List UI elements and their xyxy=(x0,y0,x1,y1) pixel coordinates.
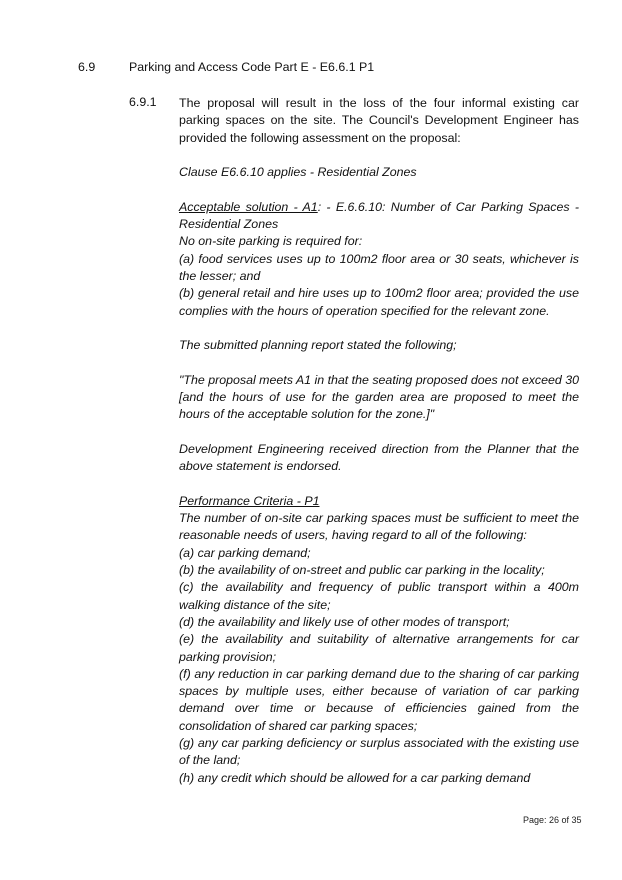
intro-paragraph: The proposal will result in the loss of the four informal existing car parking spaces on the site. The Council's Development Engineer has provided the following assessment on the proposal: xyxy=(179,96,579,145)
acceptable-line: (a) food services uses up to 100m2 floor area or 30 seats, whichever is the lesser; and xyxy=(179,251,579,283)
section-number: 6.9 xyxy=(78,60,96,74)
acceptable-heading-label: Acceptable solution - A1 xyxy=(179,199,318,214)
subsection-body xyxy=(179,95,579,787)
performance-line: (g) any car parking deficiency or surplus associated with the existing use of the land; xyxy=(179,735,579,768)
clause-line: Clause E6.6.10 applies - Residential Zones xyxy=(179,165,417,180)
performance-line: (f) any reduction in car parking demand due to the sharing of car parking spaces by multiple uses, either because of variation of car parking demand over time or because of efficiencies gained from the consolidation of shared car parking spaces; xyxy=(179,666,579,733)
performance-line: (e) the availability and suitability of alternative arrangements for car parking provision; xyxy=(179,632,579,664)
acceptable-solution-block xyxy=(179,199,579,320)
performance-heading: Performance Criteria - P1 xyxy=(179,493,320,508)
acceptable-heading-rest: : - E.6.6.10: Number of Car Parking Spaces - Residential Zones xyxy=(179,199,579,232)
acceptable-line: (b) general retail and hire uses up to 100m2 floor area; provided the use complies with the hours of operation specified for the relevant zone. xyxy=(179,286,579,318)
report-intro: The submitted planning report stated the following; xyxy=(179,338,457,353)
page-number: Page: 26 of 35 xyxy=(523,815,582,825)
performance-line: (b) the availability of on-street and public car parking in the locality; xyxy=(179,563,545,578)
engineering-note: Development Engineering received direction from the Planner that the above statement is endorsed. xyxy=(179,441,579,474)
performance-line: (h) any credit which should be allowed for a car parking demand xyxy=(179,770,531,785)
performance-line: (d) the availability and likely use of other modes of transport; xyxy=(179,614,510,629)
performance-criteria-block xyxy=(179,493,579,787)
report-quote: "The proposal meets A1 in that the seating proposed does not exceed 30 [and the hours of use for the garden area are proposed to meet the hours of the acceptable solution for the zone.]" xyxy=(179,372,580,422)
section-title: Parking and Access Code Part E - E6.6.1 P1 xyxy=(129,60,375,74)
acceptable-heading xyxy=(179,199,579,234)
performance-line: (a) car parking demand; xyxy=(179,545,311,560)
performance-line: The number of on-site car parking spaces must be sufficient to meet the reasonable needs of users, having regard to all of the following: xyxy=(179,511,579,543)
performance-line: (c) the availability and frequency of public transport within a 400m walking distance of the site; xyxy=(179,580,579,612)
subsection-number: 6.9.1 xyxy=(129,95,157,109)
acceptable-line: No on-site parking is required for: xyxy=(179,234,363,249)
